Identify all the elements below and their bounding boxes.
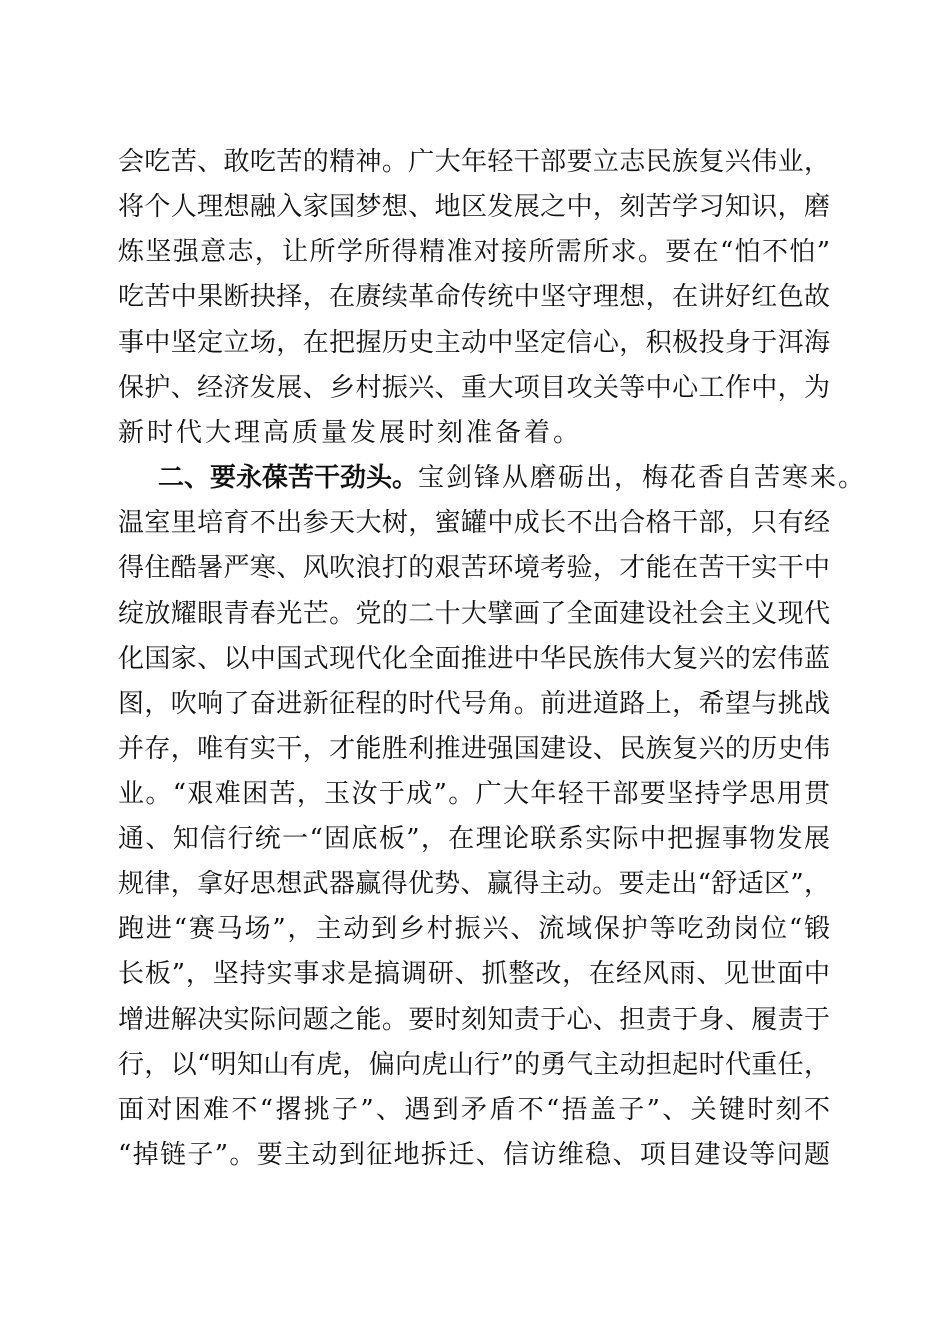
line-text: 面对困难不“撂挑子”、遇到矛盾不“捂盖子”、关键时刻不 <box>118 1095 833 1125</box>
text-line <box>118 911 830 947</box>
line-text: 会吃苦、敢吃苦的精神。广大年轻干部要立志民族复兴伟业， <box>118 147 831 177</box>
text-line <box>118 279 830 315</box>
line-text: 增进解决实际问题之能。要时刻知责于心、担责于身、履责于 <box>118 1005 831 1035</box>
text-line <box>118 596 830 632</box>
line-text: 保护、经济发展、乡村振兴、重大项目攻关等中心工作中，为 <box>118 373 831 403</box>
line-text: 炼坚强意志，让所学所得精准对接所需所求。要在“怕不怕” <box>118 237 832 267</box>
line-text: “掉链子”。要主动到征地拆迁、信访维稳、项目建设等问题 <box>118 1140 832 1170</box>
text-line <box>118 821 830 857</box>
line-text: 将个人理想融入家国梦想、地区发展之中，刻苦学习知识，磨 <box>118 192 831 222</box>
text-line <box>118 866 830 902</box>
text-line <box>118 956 830 992</box>
line-text: 绽放耀眼青春光芒。党的二十大擘画了全面建设社会主义现代 <box>118 599 831 629</box>
line-text: 业。“艰难困苦，玉汝于成”。广大年轻干部要坚持学思用贯 <box>118 779 832 809</box>
line-text: 得住酷暑严寒、风吹浪打的艰苦环境考验，才能在苦干实干中 <box>118 553 831 583</box>
text-line <box>118 189 830 225</box>
line-text: 新时代大理高质量发展时刻准备着。 <box>118 418 583 448</box>
text-line <box>118 731 830 767</box>
line-text: 并存，唯有实干，才能胜利推进强国建设、民族复兴的历史伟 <box>118 734 831 764</box>
line-text: 规律，拿好思想武器赢得优势、赢得主动。要走出“舒适区”， <box>118 869 831 899</box>
text-line <box>118 1047 830 1083</box>
text-line <box>118 550 830 586</box>
heading-line <box>158 460 867 496</box>
text-line <box>118 505 830 541</box>
section-heading: 二、要永葆苦干劲头。 <box>158 463 419 493</box>
line-text: 通、知信行统一“固底板”，在理论联系实际中把握事物发展 <box>118 824 832 854</box>
line-text: 温室里培育不出参天大树，蜜罐中成长不出合格干部，只有经 <box>118 508 831 538</box>
text-line <box>118 1002 830 1038</box>
text-line <box>118 686 830 722</box>
line-text: 跑进“赛马场”，主动到乡村振兴、流域保护等吃劲岗位“锻 <box>118 914 832 944</box>
line-text: 吃苦中果断抉择，在赓续革命传统中坚守理想，在讲好红色故 <box>118 282 831 312</box>
text-line <box>118 325 830 361</box>
text-line <box>118 776 830 812</box>
text-line <box>118 234 830 270</box>
text-line <box>118 370 830 406</box>
text-line <box>118 415 830 451</box>
text-line <box>118 641 830 677</box>
line-text: 长板”，坚持实事求是搞调研、抓整改，在经风雨、见世面中 <box>118 959 831 989</box>
text-line <box>118 1092 833 1128</box>
text-line <box>118 1137 830 1173</box>
line-text: 行，以“明知山有虎，偏向虎山行”的勇气主动担起时代重任， <box>118 1050 831 1080</box>
line-text: 化国家、以中国式现代化全面推进中华民族伟大复兴的宏伟蓝 <box>118 644 831 674</box>
text-line <box>118 144 830 180</box>
line-text: 宝剑锋从磨砺出，梅花香自苦寒来。 <box>418 463 867 493</box>
line-text: 事中坚定立场，在把握历史主动中坚定信心，积极投身于洱海 <box>118 328 831 358</box>
line-text: 图，吹响了奋进新征程的时代号角。前进道路上，希望与挑战 <box>118 689 831 719</box>
